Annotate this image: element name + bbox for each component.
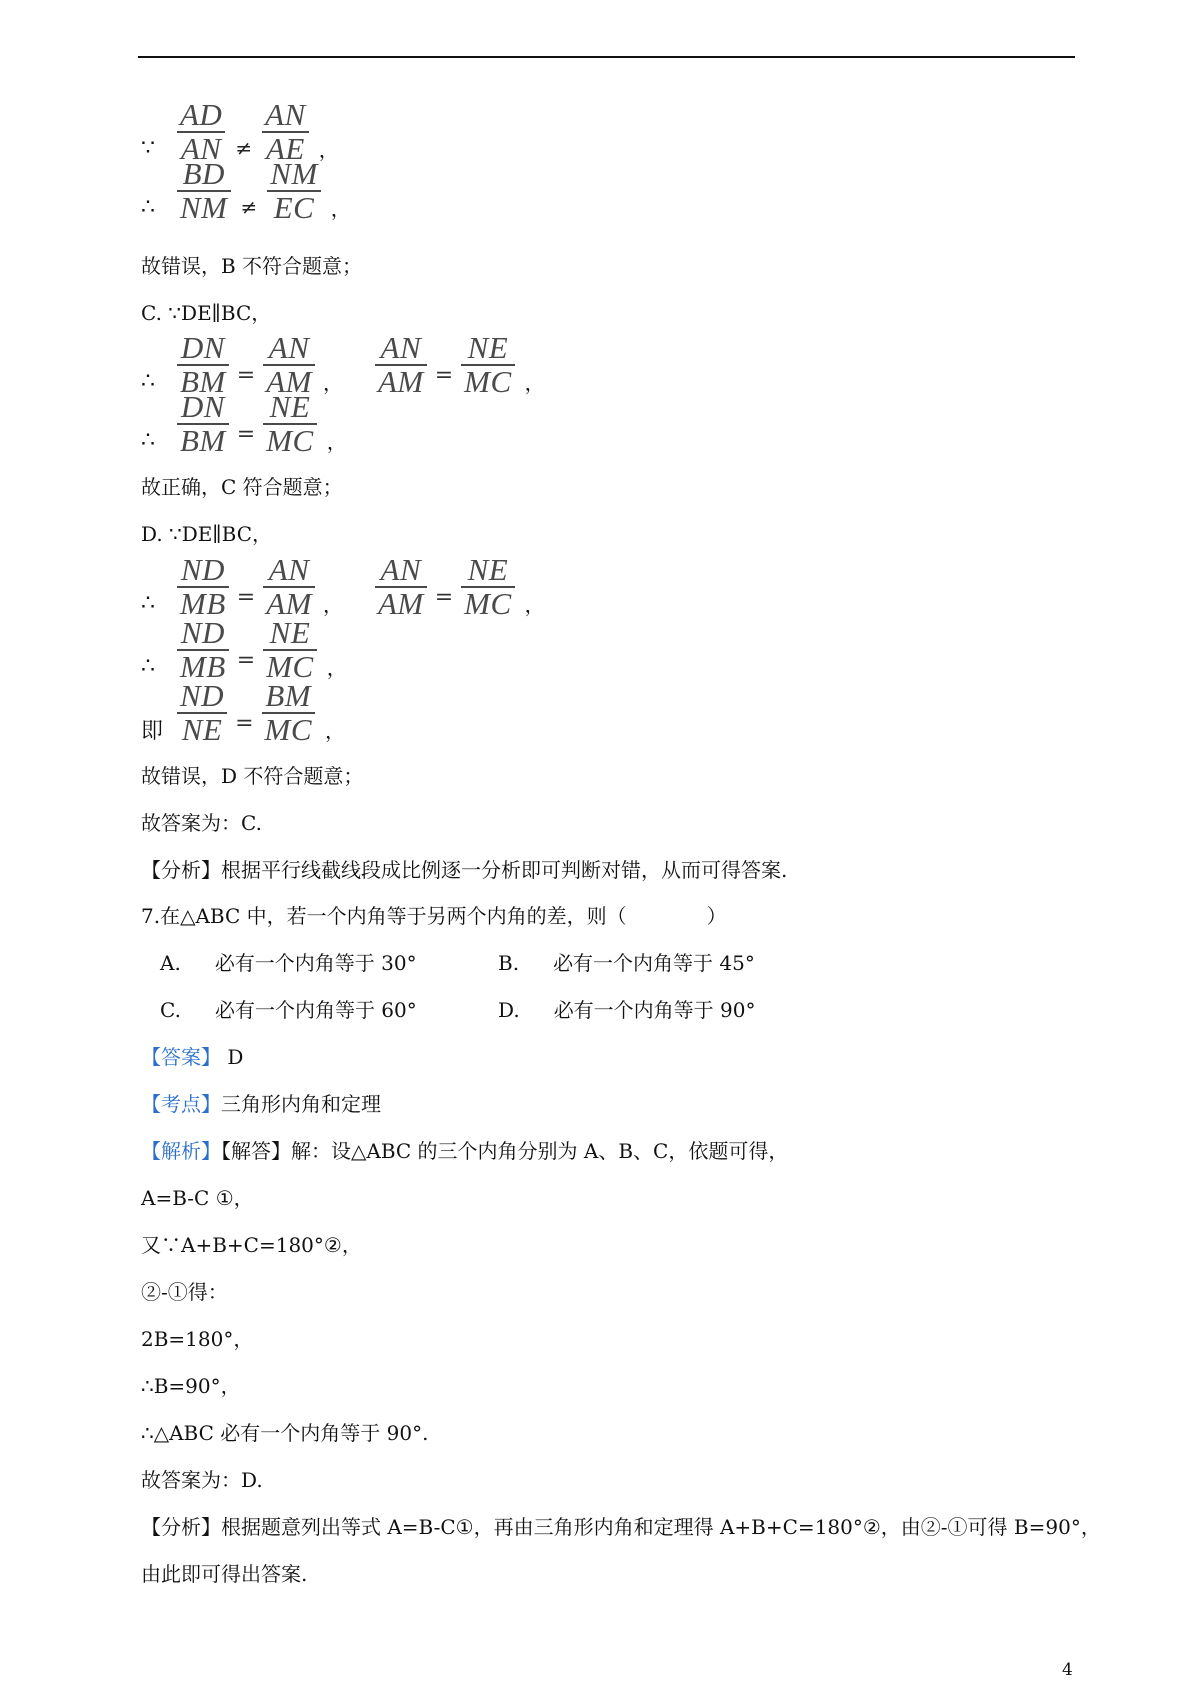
solution-step: ∴△ABC 必有一个内角等于 90°. bbox=[141, 1421, 429, 1445]
text-line: 故错误，D 不符合题意； bbox=[141, 764, 364, 788]
fraction: $\frac{AN}{AM}$ bbox=[263, 555, 315, 619]
fraction: $\frac{BM}{MC}$ bbox=[262, 681, 316, 745]
equals-sign: = bbox=[236, 421, 256, 447]
fraction: $\frac{NE}{MC}$ bbox=[461, 555, 515, 619]
formula-row: ∴ $\frac{ND}{MB}$ = $\frac{AN}{AM}$ ， $\frac{AN}{AM}$ = $\frac{NE}{MC}$ ， bbox=[141, 552, 545, 621]
option-c: C. 必有一个内角等于 60° bbox=[160, 998, 417, 1022]
option-a: A. 必有一个内角等于 30° bbox=[160, 951, 417, 975]
fraction: $\frac{NE}{MC}$ bbox=[461, 333, 515, 397]
equals-sign: = bbox=[236, 584, 256, 610]
solution-step: A=B-C ①， bbox=[141, 1186, 254, 1210]
text-line: 故答案为：C. bbox=[141, 811, 262, 835]
equals-sign: = bbox=[236, 647, 256, 673]
fraction: $\frac{ND}{MB}$ bbox=[177, 555, 229, 619]
analysis-text: 由此即可得出答案. bbox=[141, 1562, 308, 1586]
equals-sign: = bbox=[235, 710, 254, 736]
page-number: 4 bbox=[1062, 1660, 1073, 1680]
text-line: 故错误，B 不符合题意； bbox=[141, 254, 363, 278]
fraction: $\frac{AN}{AM}$ bbox=[263, 333, 315, 397]
solution-step: 故答案为：D. bbox=[141, 1468, 263, 1492]
fraction: $\frac{NE}{MC}$ bbox=[263, 392, 317, 456]
formula-row-2: ∴ $\frac{BD}{NM}$ ≠ $\frac{NM}{EC}$ ， bbox=[141, 156, 351, 225]
fraction: $\frac{AN}{AE}$ bbox=[262, 100, 309, 164]
formula-row: ∴ $\frac{ND}{MB}$ = $\frac{NE}{MC}$ ， bbox=[141, 615, 347, 684]
text-line: C. ∵DE∥BC， bbox=[141, 301, 272, 325]
answer-line: 【答案】 D bbox=[141, 1045, 244, 1069]
analysis-text: 【分析】根据题意列出等式 A=B-C①，再由三角形内角和定理得 A+B+C=180°②，由②-①可得 B=90°， bbox=[141, 1515, 1101, 1539]
equals-sign: = bbox=[434, 362, 454, 388]
fraction: $\frac{DN}{BM}$ bbox=[177, 392, 229, 456]
solution-step: 2B=180°， bbox=[141, 1327, 254, 1351]
equals-sign: = bbox=[236, 362, 256, 388]
fraction: $\frac{BD}{NM}$ bbox=[177, 159, 231, 223]
not-equal-sign: ≠ bbox=[235, 136, 253, 160]
point-tag: 【考点】 bbox=[141, 1092, 221, 1116]
formula-row: ∴ $\frac{DN}{BM}$ = $\frac{NE}{MC}$ ， bbox=[141, 389, 347, 458]
formula-row: ∴ $\frac{DN}{BM}$ = $\frac{AN}{AM}$ ， $\frac{AN}{AM}$ = $\frac{NE}{MC}$ ， bbox=[141, 330, 545, 399]
fraction: $\frac{NM}{EC}$ bbox=[267, 159, 321, 223]
formula-row: 即 $\frac{ND}{NE}$ = $\frac{BM}{MC}$ ， bbox=[141, 678, 346, 747]
fraction: $\frac{NE}{MC}$ bbox=[263, 618, 317, 682]
fraction: $\frac{AN}{AM}$ bbox=[375, 555, 427, 619]
question-7-stem: 7.在△ABC 中，若一个内角等于另两个内角的差，则（ ） bbox=[141, 904, 727, 928]
header-rule bbox=[138, 56, 1075, 58]
because-symbol: ∵ bbox=[141, 135, 155, 161]
solution-tag: 【解析】 bbox=[141, 1139, 221, 1163]
analysis-text: 【分析】根据平行线截线段成比例逐一分析即可判断对错，从而可得答案. bbox=[141, 858, 788, 882]
therefore-symbol: ∴ bbox=[141, 194, 155, 220]
formula-row-1: ∵ $\frac{AD}{AN}$ ≠ $\frac{AN}{AE}$ ， bbox=[141, 97, 339, 166]
fraction: $\frac{AD}{AN}$ bbox=[177, 100, 225, 164]
answer-tag: 【答案】 bbox=[141, 1045, 221, 1069]
point-line: 【考点】三角形内角和定理 bbox=[141, 1092, 381, 1116]
not-equal-sign: ≠ bbox=[240, 195, 258, 219]
fraction: $\frac{ND}{NE}$ bbox=[177, 681, 227, 745]
fraction: $\frac{ND}{MB}$ bbox=[177, 618, 229, 682]
text-line: D. ∵DE∥BC， bbox=[141, 522, 273, 546]
solution-step: ∴B=90°， bbox=[141, 1374, 241, 1398]
option-d: D. 必有一个内角等于 90° bbox=[498, 998, 756, 1022]
fraction: $\frac{DN}{BM}$ bbox=[177, 333, 229, 397]
option-b: B. 必有一个内角等于 45° bbox=[498, 951, 755, 975]
text-line: 故正确，C 符合题意； bbox=[141, 475, 343, 499]
fraction: $\frac{AN}{AM}$ bbox=[375, 333, 427, 397]
solution-step: ②-①得： bbox=[141, 1280, 228, 1304]
equals-sign: = bbox=[434, 584, 454, 610]
solution-step: 又∵A+B+C=180°②， bbox=[141, 1233, 362, 1257]
solution-line: 【解析】【解答】解：设△ABC 的三个内角分别为 A、B、C，依题可得， bbox=[141, 1139, 789, 1163]
